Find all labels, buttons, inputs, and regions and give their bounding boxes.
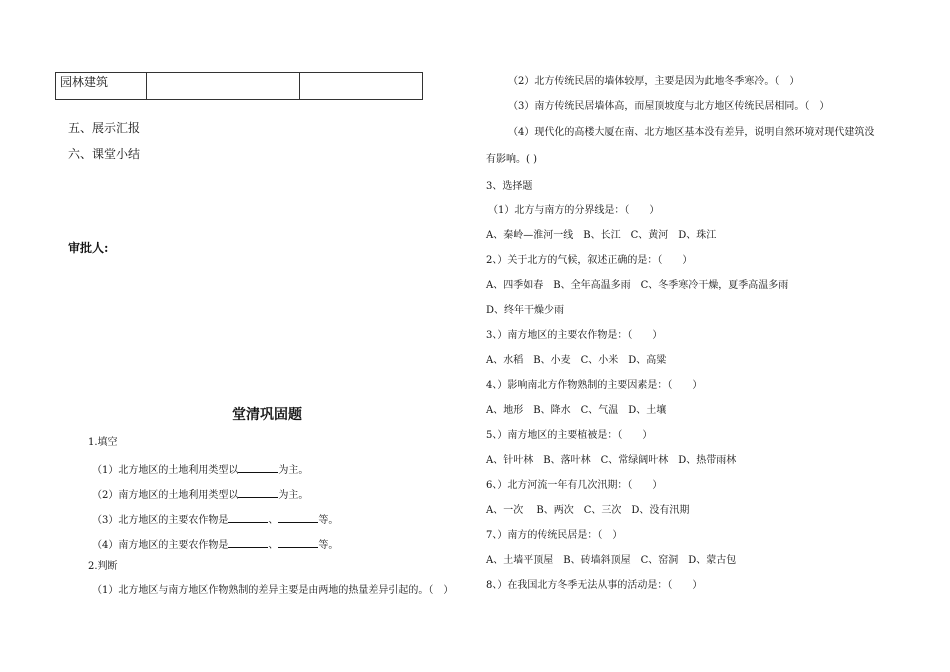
choice-options-5: A、针叶林 B、落叶林 C、常绿阔叶林 D、热带雨林 bbox=[486, 455, 737, 466]
choice-question-2: 2、）关于北方的气候，叙述正确的是：（ ） bbox=[486, 255, 693, 266]
choice-question-7: 7、）南方的传统民居是：（ ） bbox=[486, 530, 623, 541]
answer-blank bbox=[278, 535, 318, 548]
answer-blank bbox=[238, 485, 278, 498]
fill-title: 1.填空 bbox=[88, 437, 118, 448]
choice-options-1: A、秦岭—淮河一线 B、长江 C、黄河 D、珠江 bbox=[486, 230, 717, 241]
section-5: 五、展示汇报 bbox=[68, 121, 141, 135]
fill-question-4: （4）南方地区的主要农作物是 、 等。 bbox=[92, 535, 338, 553]
fill-question-3: （3）北方地区的主要农作物是 、 等。 bbox=[92, 510, 338, 528]
answer-blank bbox=[238, 460, 278, 473]
page-title: 堂清巩固题 bbox=[232, 407, 302, 423]
section-6: 六、课堂小结 bbox=[68, 147, 141, 161]
choice-question-8: 8、）在我国北方冬季无法从事的活动是：（ ） bbox=[486, 580, 703, 591]
table-cell bbox=[147, 73, 300, 100]
choice-options-3: A、水稻 B、小麦 C、小米 D、高粱 bbox=[486, 355, 667, 366]
choice-option-2d: D、终年干燥少雨 bbox=[486, 305, 565, 316]
judge-question-4: （4）现代化的高楼大厦在南、北方地区基本没有差异，说明自然环境对现代建筑没 bbox=[508, 127, 875, 138]
answer-blank bbox=[228, 510, 268, 523]
judge-question-4-cont: 有影响。( ) bbox=[486, 154, 537, 165]
answer-blank bbox=[228, 535, 268, 548]
judge-question-2: （2）北方传统民居的墙体较厚，主要是因为此地冬季寒冷。（ ） bbox=[508, 76, 800, 87]
approver-label: 审批人: bbox=[68, 241, 109, 255]
choice-options-2: A、四季如春 B、全年高温多雨 C、冬季寒冷干燥，夏季高温多雨 bbox=[486, 280, 789, 291]
judge-title: 2.判断 bbox=[88, 561, 118, 572]
choice-question-1: （1）北方与南方的分界线是：（ ） bbox=[488, 205, 660, 216]
choice-question-6: 6、）北方河流一年有几次汛期：（ ） bbox=[486, 480, 663, 491]
choice-title: 3、选择题 bbox=[486, 181, 533, 192]
judge-question-1: （1）北方地区与南方地区作物熟制的差异主要是由两地的热量差异引起的。（ ） bbox=[92, 585, 454, 596]
fill-question-2: （2）南方地区的土地利用类型以 为主。 bbox=[92, 485, 308, 503]
choice-options-6: A、一次 B、两次 C、三次 D、没有汛期 bbox=[486, 505, 690, 516]
choice-options-4: A、地形 B、降水 C、气温 D、土壤 bbox=[486, 405, 667, 416]
answer-blank bbox=[278, 510, 318, 523]
choice-question-5: 5、）南方地区的主要植被是：（ ） bbox=[486, 430, 653, 441]
table-cell bbox=[300, 73, 423, 100]
choice-question-4: 4、）影响南北方作物熟制的主要因素是：（ ） bbox=[486, 380, 703, 391]
judge-question-3: （3）南方传统民居墙体高，而屋顶坡度与北方地区传统民居相同。（ ） bbox=[508, 101, 830, 112]
top-table bbox=[55, 72, 423, 100]
choice-question-3: 3、）南方地区的主要农作物是：（ ） bbox=[486, 330, 663, 341]
fill-question-1: （1）北方地区的土地利用类型以 为主。 bbox=[92, 460, 308, 478]
table-cell: 园林建筑 bbox=[56, 73, 147, 100]
choice-options-7: A、土墙平顶屋 B、砖墙斜顶屋 C、窑洞 D、蒙古包 bbox=[486, 555, 737, 566]
table-row bbox=[56, 73, 423, 100]
